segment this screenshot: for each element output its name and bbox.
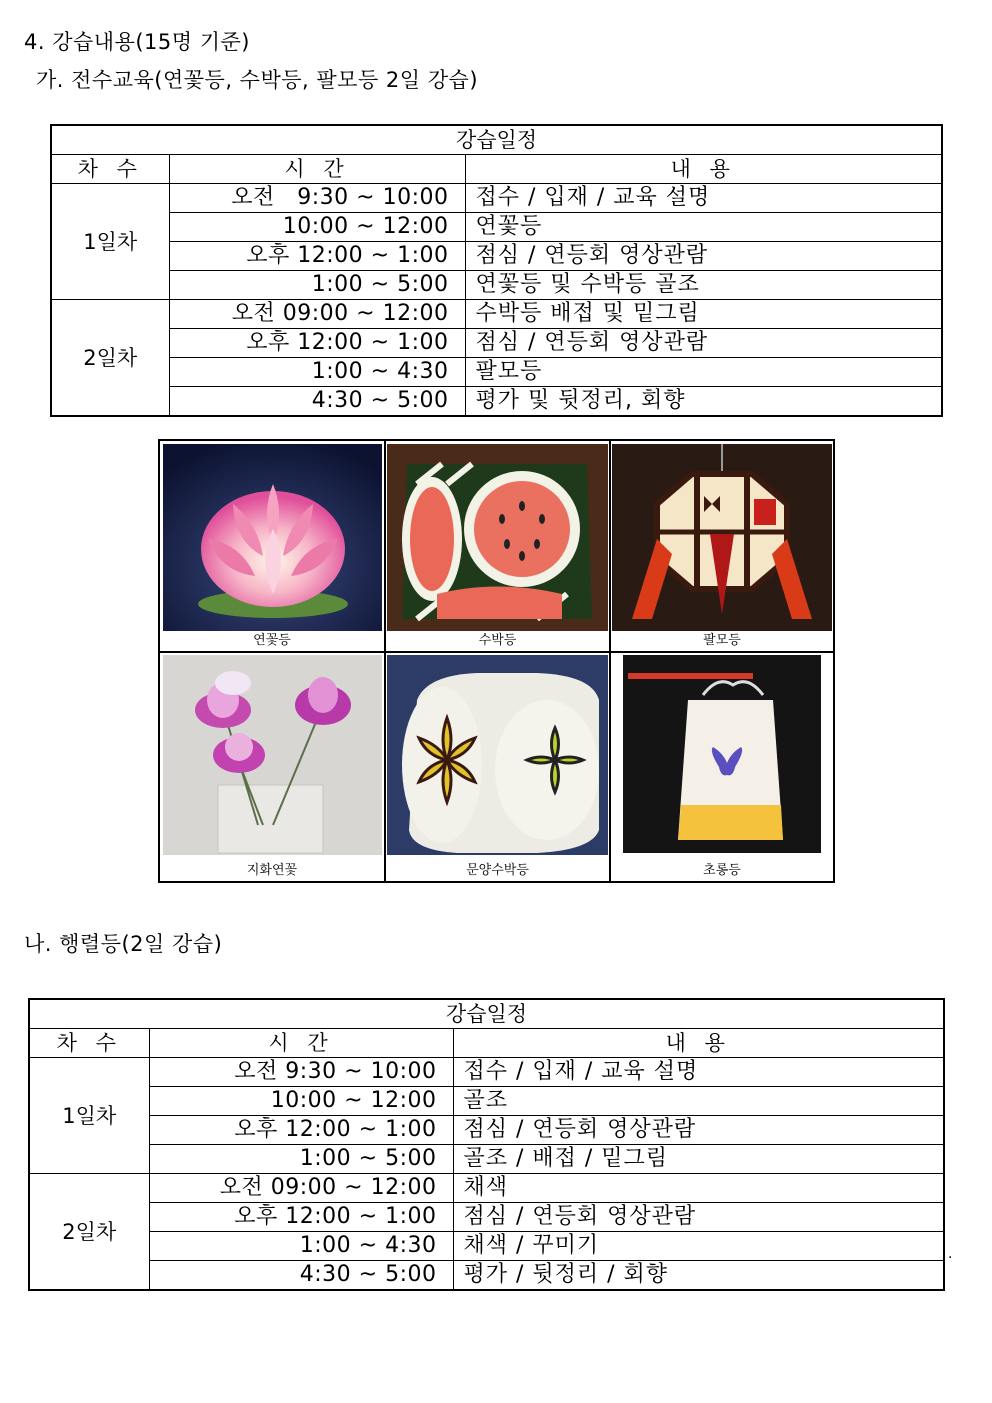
- trailing-mark: .: [948, 1246, 953, 1262]
- time-cell: 4:30 ~ 5:00: [169, 387, 465, 417]
- gallery-caption: 연꽃등: [160, 631, 384, 651]
- content-cell: 팔모등: [465, 358, 942, 387]
- day-label: 2일차: [29, 1174, 149, 1291]
- table-title: 강습일정: [51, 125, 942, 155]
- content-cell: 접수 / 입재 / 교육 설명: [453, 1058, 944, 1087]
- content-cell: 수박등 배접 및 밑그림: [465, 300, 942, 329]
- table-row: [29, 1087, 944, 1116]
- time-cell: 오전 09:00 ~ 12:00: [169, 300, 465, 329]
- content-cell: 채색 / 꾸미기: [453, 1232, 944, 1261]
- header-content: 내 용: [453, 1029, 944, 1058]
- octagon-lantern-image: [612, 444, 832, 631]
- table-row: [29, 1116, 944, 1145]
- content-cell: 평가 및 뒷정리, 회향: [465, 387, 942, 417]
- table-row: [29, 1203, 944, 1232]
- content-cell: 평가 / 뒷정리 / 회향: [453, 1261, 944, 1291]
- content-cell: 연꽃등 및 수박등 골조: [465, 271, 942, 300]
- header-time: 시 간: [149, 1029, 453, 1058]
- content-cell: 골조: [453, 1087, 944, 1116]
- pattern-lantern-image: [387, 655, 608, 855]
- gallery-cell-octagon: [611, 441, 833, 651]
- table-row: [51, 300, 942, 329]
- gallery-cell-pattern: [386, 653, 609, 881]
- gallery-caption: 지화연꽃: [160, 861, 384, 881]
- content-cell: 점심 / 연등회 영상관람: [453, 1203, 944, 1232]
- content-cell: 연꽃등: [465, 213, 942, 242]
- table-row: [51, 329, 942, 358]
- table-row: [29, 1261, 944, 1291]
- header-round: 차 수: [51, 155, 169, 184]
- header-round: 차 수: [29, 1029, 149, 1058]
- lantern-gallery: [158, 439, 835, 883]
- table-row: [29, 1145, 944, 1174]
- time-cell: 오전 09:00 ~ 12:00: [149, 1174, 453, 1203]
- content-cell: 골조 / 배접 / 밑그림: [453, 1145, 944, 1174]
- time-cell: 1:00 ~ 4:30: [169, 358, 465, 387]
- table-row: [51, 184, 942, 213]
- content-cell: 점심 / 연등회 영상관람: [465, 242, 942, 271]
- paper-lotus-image: [163, 655, 382, 855]
- subsection-b-title: 나. 행렬등(2일 강습): [24, 932, 223, 956]
- day-label: 1일차: [51, 184, 169, 300]
- day-label: 1일차: [29, 1058, 149, 1174]
- time-cell: 1:00 ~ 4:30: [149, 1232, 453, 1261]
- lotus-lantern-image: [163, 444, 382, 631]
- time-cell: 오후 12:00 ~ 1:00: [149, 1203, 453, 1232]
- time-cell: 10:00 ~ 12:00: [149, 1087, 453, 1116]
- content-cell: 접수 / 입재 / 교육 설명: [465, 184, 942, 213]
- time-cell: 오후 12:00 ~ 1:00: [169, 329, 465, 358]
- gallery-caption: 팔모등: [611, 631, 833, 651]
- content-cell: 채색: [453, 1174, 944, 1203]
- time-cell: 오후 12:00 ~ 1:00: [169, 242, 465, 271]
- table-row: [51, 358, 942, 387]
- table-row: [29, 1232, 944, 1261]
- table-row: [29, 1058, 944, 1087]
- schedule-table-a: [50, 124, 943, 417]
- subsection-a-title: 가. 전수교육(연꽃등, 수박등, 팔모등 2일 강습): [36, 68, 479, 92]
- header-time: 시 간: [169, 155, 465, 184]
- time-cell: 오전 9:30 ~ 10:00: [149, 1058, 453, 1087]
- schedule-table-b: [28, 998, 945, 1291]
- gallery-cell-watermelon: [386, 441, 609, 651]
- chorong-lantern-image: [623, 655, 821, 853]
- table-title: 강습일정: [29, 999, 944, 1029]
- table-row: [51, 242, 942, 271]
- gallery-cell-lotus: [160, 441, 384, 651]
- time-cell: 오전 9:30 ~ 10:00: [169, 184, 465, 213]
- time-cell: 1:00 ~ 5:00: [149, 1145, 453, 1174]
- gallery-caption: 초롱등: [611, 861, 833, 881]
- time-cell: 1:00 ~ 5:00: [169, 271, 465, 300]
- gallery-caption: 문양수박등: [386, 861, 609, 881]
- table-row: [29, 1174, 944, 1203]
- time-cell: 4:30 ~ 5:00: [149, 1261, 453, 1291]
- header-content: 내 용: [465, 155, 942, 184]
- day-label: 2일차: [51, 300, 169, 417]
- section-title: 4. 강습내용(15명 기준): [24, 30, 250, 54]
- table-row: [51, 271, 942, 300]
- watermelon-lantern-image: [387, 444, 608, 631]
- gallery-caption: 수박등: [386, 631, 609, 651]
- gallery-cell-chorong: [611, 653, 833, 881]
- gallery-cell-paper-lotus: [160, 653, 384, 881]
- table-row: [51, 387, 942, 417]
- table-row: [51, 213, 942, 242]
- time-cell: 10:00 ~ 12:00: [169, 213, 465, 242]
- content-cell: 점심 / 연등회 영상관람: [453, 1116, 944, 1145]
- time-cell: 오후 12:00 ~ 1:00: [149, 1116, 453, 1145]
- content-cell: 점심 / 연등회 영상관람: [465, 329, 942, 358]
